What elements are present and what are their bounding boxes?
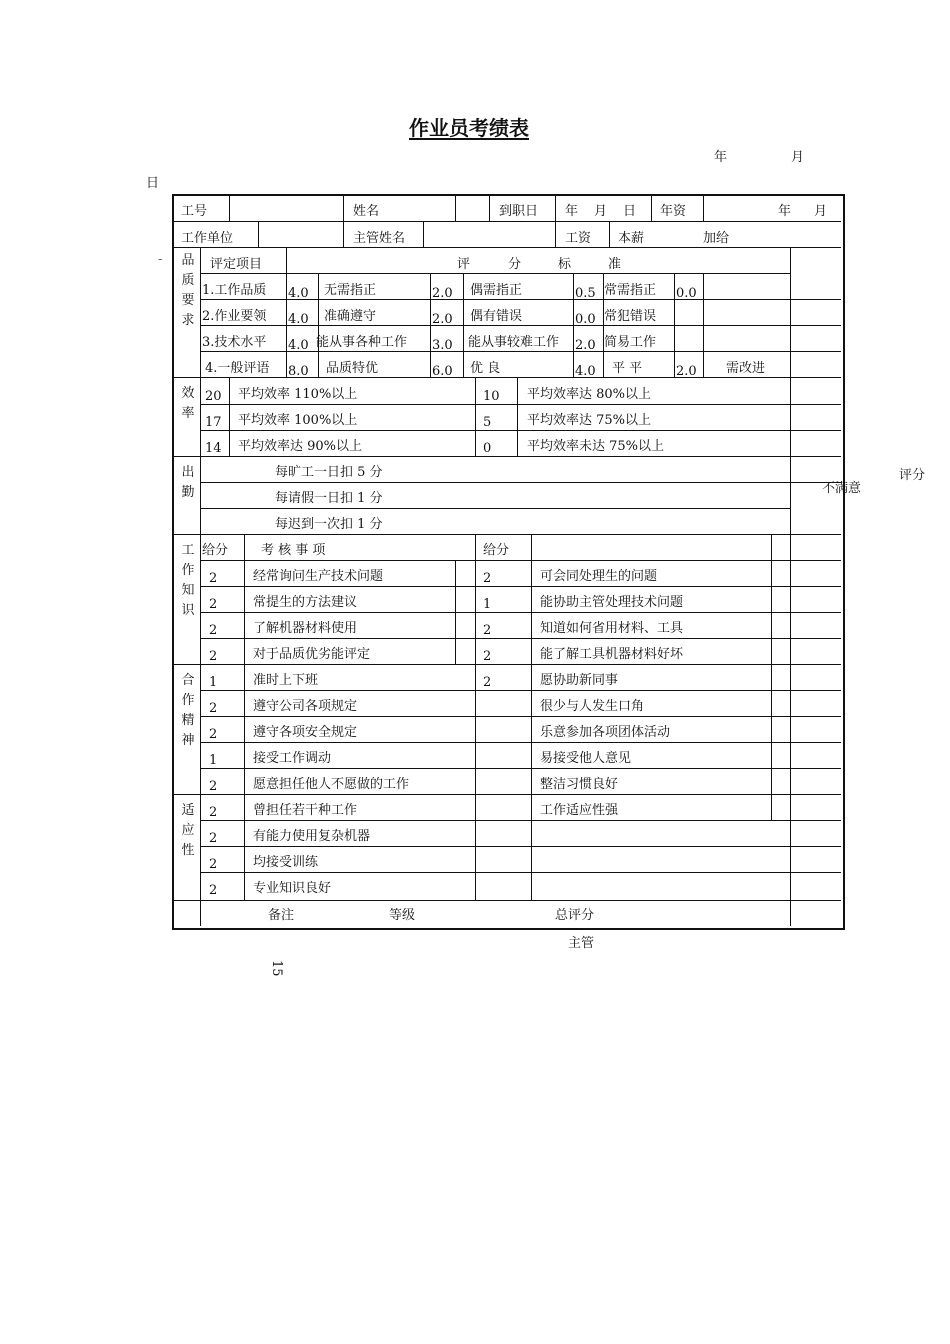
teamwork-item: 愿协助新同事 — [540, 673, 619, 688]
knowledge-score: 2 — [483, 623, 492, 638]
row-line — [200, 768, 841, 769]
knowledge-item: 经常询问生产技术问题 — [253, 569, 384, 584]
row-line — [200, 638, 841, 639]
row-line — [173, 377, 841, 378]
teamwork-item: 整洁习惯良好 — [540, 777, 619, 792]
efficiency-desc: 平均效率达 75%以上 — [527, 413, 652, 428]
efficiency-score: 14 — [205, 441, 222, 456]
date-year: 年 — [714, 150, 728, 165]
bonus-label: 加给 — [703, 231, 730, 246]
hire-year: 年 — [565, 204, 579, 219]
efficiency-desc: 平均效率达 80%以上 — [527, 387, 652, 402]
col-line — [609, 221, 610, 247]
row-line — [173, 900, 841, 901]
quality-desc: 能从事较难工作 — [468, 335, 560, 350]
quality-score: 6.0 — [432, 364, 453, 379]
knowledge-score: 2 — [483, 571, 492, 586]
assessment-item-header: 评定项目 — [210, 257, 263, 272]
row-line — [200, 612, 841, 613]
quality-score: 4.0 — [288, 312, 309, 327]
col-line — [531, 534, 532, 900]
remarks-label: 备注 — [268, 908, 295, 923]
col-line — [475, 534, 476, 900]
teamwork-item: 很少与人发生口角 — [540, 699, 645, 714]
efficiency-score: 17 — [205, 415, 222, 430]
knowledge-item: 能了解工具机器材料好坏 — [540, 647, 684, 662]
seniority-label: 年资 — [660, 204, 687, 219]
col-line — [703, 273, 704, 377]
row-line — [173, 247, 841, 248]
adaptability-item: 专业知识良好 — [253, 881, 332, 896]
standard-header-char: 分 — [508, 257, 522, 272]
quality-desc: 简易工作 — [604, 335, 657, 350]
wage-label: 工资 — [565, 231, 592, 246]
teamwork-item: 乐意参加各项团体活动 — [540, 725, 671, 740]
knowledge-item: 对于品质优劣能评定 — [253, 647, 371, 662]
row-line — [173, 221, 841, 222]
quality-score: 0.0 — [676, 286, 697, 301]
quality-desc: 需改进 — [726, 361, 766, 376]
teamwork-score: 2 — [483, 675, 492, 690]
teamwork-score: 2 — [209, 701, 218, 716]
row-line — [200, 482, 841, 483]
efficiency-category-label: 效率 — [181, 386, 195, 421]
col-line — [455, 196, 456, 221]
adaptability-item: 工作适应性强 — [540, 803, 619, 818]
supervisor-sign-label: 主管 — [568, 936, 595, 951]
col-line — [573, 273, 574, 377]
row-line — [200, 560, 841, 561]
efficiency-score: 20 — [205, 389, 222, 404]
efficiency-desc: 平均效率 100%以上 — [238, 413, 358, 428]
quality-item: 1.工作品质 — [202, 283, 267, 298]
score-header: 给分 — [202, 543, 229, 558]
standard-header-char: 标 — [558, 257, 572, 272]
knowledge-item: 了解机器材料使用 — [253, 621, 358, 636]
quality-score: 4.0 — [575, 364, 596, 379]
date-day: 日 — [146, 176, 160, 191]
row-line — [200, 846, 841, 847]
quality-item: 4.一般评语 — [205, 361, 270, 376]
knowledge-item: 能协助主管处理技术问题 — [540, 595, 684, 610]
row-line — [200, 404, 841, 405]
efficiency-score: 0 — [483, 441, 492, 456]
quality-score: 2.0 — [432, 312, 453, 327]
teamwork-score: 2 — [209, 727, 218, 742]
col-line — [555, 221, 556, 247]
adaptability-score: 2 — [209, 805, 218, 820]
knowledge-score: 2 — [209, 649, 218, 664]
hire-date-label: 到职日 — [499, 204, 539, 219]
row-line — [173, 794, 841, 795]
row-line — [200, 430, 841, 431]
base-pay-label: 本薪 — [618, 231, 645, 246]
col-line — [200, 247, 201, 926]
row-line — [173, 456, 841, 457]
teamwork-item: 接受工作调动 — [253, 751, 332, 766]
efficiency-score: 10 — [483, 389, 500, 404]
teamwork-item: 准时上下班 — [253, 673, 319, 688]
teamwork-item: 遵守公司各项规定 — [253, 699, 358, 714]
items-header: 考 核 事 项 — [261, 543, 326, 558]
col-line — [475, 377, 476, 456]
col-line — [229, 196, 230, 221]
teamwork-score: 2 — [209, 779, 218, 794]
attendance-rule: 每旷工一日扣 5 分 — [275, 465, 383, 480]
quality-desc: 能从事各种工作 — [316, 335, 408, 350]
quality-desc: 优 良 — [470, 361, 501, 376]
standard-header-char: 准 — [608, 257, 622, 272]
teamwork-item: 遵守各项安全规定 — [253, 725, 358, 740]
row-line — [200, 508, 790, 509]
quality-score: 4.0 — [288, 338, 309, 353]
col-line — [517, 377, 518, 456]
col-line — [229, 377, 230, 456]
adaptability-item: 均接受训练 — [253, 855, 319, 870]
knowledge-score: 2 — [483, 649, 492, 664]
employee-id-label: 工号 — [181, 204, 208, 219]
quality-desc: 品质特优 — [326, 361, 379, 376]
col-line — [463, 273, 464, 377]
col-line — [244, 534, 245, 900]
seniority-year: 年 — [778, 204, 792, 219]
row-line — [200, 586, 841, 587]
score-header: 给分 — [483, 543, 510, 558]
knowledge-score: 2 — [209, 571, 218, 586]
efficiency-desc: 平均效率未达 75%以上 — [527, 439, 665, 454]
col-line — [674, 273, 675, 377]
col-line — [258, 221, 259, 247]
row-line — [200, 742, 841, 743]
teamwork-score: 1 — [209, 753, 218, 768]
score-side-label: 评分 — [899, 468, 926, 483]
page-number: 15 — [269, 960, 284, 977]
adaptability-score: 2 — [209, 883, 218, 898]
knowledge-category-label: 工作知识 — [181, 543, 195, 618]
col-line — [703, 196, 704, 221]
quality-score: 8.0 — [288, 364, 309, 379]
knowledge-item: 知道如何省用材料、工具 — [540, 621, 684, 636]
efficiency-score: 5 — [483, 415, 492, 430]
quality-item: 2.作业要领 — [202, 309, 267, 324]
quality-category-label: 品质要求 — [181, 253, 195, 328]
efficiency-desc: 平均效率达 90%以上 — [238, 439, 363, 454]
quality-desc: 准确遵守 — [324, 309, 377, 324]
quality-desc: 平 平 — [612, 361, 643, 376]
row-line — [200, 820, 841, 821]
knowledge-item: 常提生的方法建议 — [253, 595, 358, 610]
col-line — [286, 247, 287, 377]
dissatisfied-label: 不满意 — [822, 481, 862, 496]
grade-label: 等级 — [389, 908, 416, 923]
row-line — [173, 664, 841, 665]
quality-desc: 偶有错误 — [470, 309, 523, 324]
quality-desc: 常需指正 — [604, 283, 657, 298]
col-line — [318, 273, 319, 377]
quality-desc: 常犯错误 — [604, 309, 657, 324]
attendance-rule: 每请假一日扣 1 分 — [275, 491, 383, 506]
quality-score: 2.0 — [575, 338, 596, 353]
date-month: 月 — [791, 150, 805, 165]
attendance-category-label: 出勤 — [181, 465, 195, 500]
page-title: 作业员考绩表 — [409, 116, 529, 140]
adaptability-item: 曾担任若干种工作 — [253, 803, 358, 818]
teamwork-item: 易接受他人意见 — [540, 751, 632, 766]
quality-item: 3.技术水平 — [202, 335, 267, 350]
adaptability-score: 2 — [209, 857, 218, 872]
row-line — [173, 534, 841, 535]
quality-score: 2.0 — [432, 286, 453, 301]
total-score-label: 总评分 — [555, 908, 595, 923]
quality-desc: 偶需指正 — [470, 283, 523, 298]
teamwork-item: 愿意担任他人不愿做的工作 — [253, 777, 410, 792]
adaptability-category-label: 适应性 — [181, 803, 195, 858]
row-line — [200, 273, 790, 274]
row-line — [200, 690, 841, 691]
quality-desc: 无需指正 — [324, 283, 377, 298]
efficiency-desc: 平均效率 110%以上 — [238, 387, 358, 402]
col-line — [790, 247, 791, 926]
hire-day: 日 — [623, 204, 637, 219]
quality-score: 0.0 — [575, 312, 596, 327]
col-line — [651, 196, 652, 221]
quality-score: 0.5 — [575, 286, 596, 301]
knowledge-item: 可会同处理生的问题 — [540, 569, 658, 584]
col-line — [423, 221, 424, 247]
col-line — [455, 560, 456, 664]
supervisor-name-label: 主管姓名 — [353, 231, 406, 246]
teamwork-category-label: 合作精神 — [181, 673, 195, 748]
knowledge-score: 2 — [209, 597, 218, 612]
adaptability-item: 有能力使用复杂机器 — [253, 829, 371, 844]
col-line — [489, 196, 490, 221]
adaptability-score: 2 — [209, 831, 218, 846]
quality-score: 2.0 — [676, 364, 697, 379]
teamwork-score: 1 — [209, 675, 218, 690]
name-label: 姓名 — [353, 204, 380, 219]
quality-score: 3.0 — [432, 338, 453, 353]
col-line — [555, 196, 556, 221]
seniority-month: 月 — [814, 204, 828, 219]
hire-month: 月 — [594, 204, 608, 219]
standard-header-char: 评 — [457, 257, 471, 272]
col-line — [430, 273, 431, 377]
row-line — [200, 716, 841, 717]
col-line — [771, 534, 772, 820]
quality-score: 4.0 — [288, 286, 309, 301]
col-line — [343, 221, 344, 247]
knowledge-score: 2 — [209, 623, 218, 638]
row-line — [200, 872, 841, 873]
knowledge-score: 1 — [483, 597, 492, 612]
work-unit-label: 工作单位 — [181, 231, 234, 246]
col-line — [343, 196, 344, 221]
margin-dash: - — [158, 252, 163, 267]
attendance-rule: 每迟到一次扣 1 分 — [275, 517, 383, 532]
